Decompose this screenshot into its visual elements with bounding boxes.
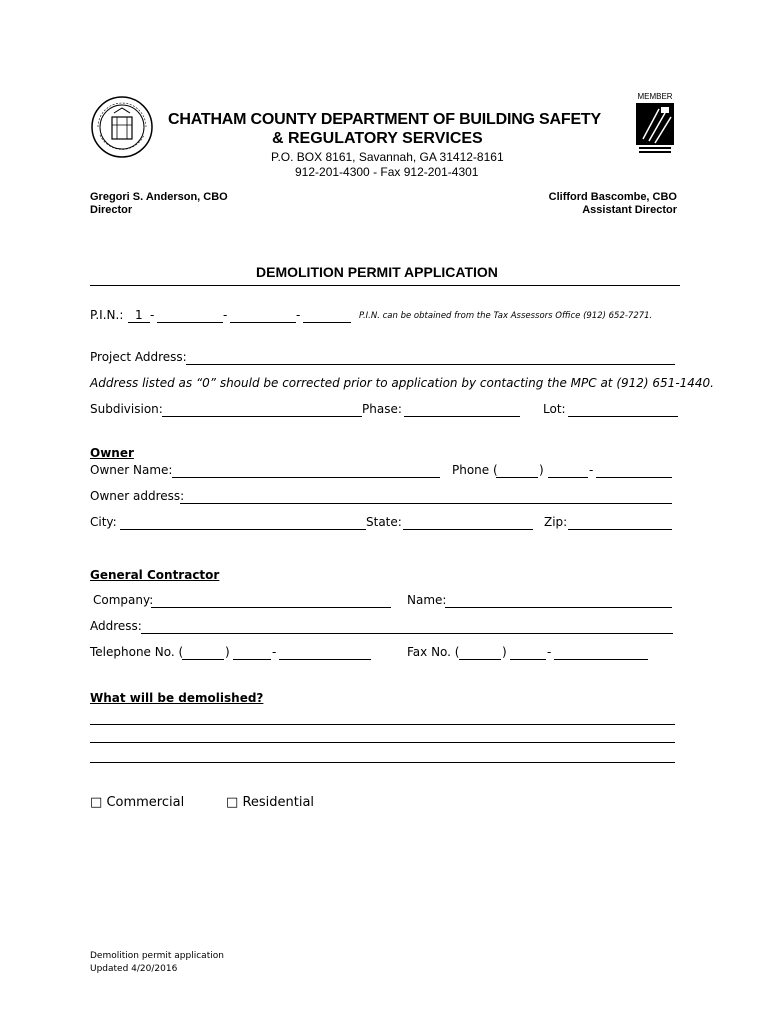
form-title: DEMOLITION PERMIT APPLICATION xyxy=(256,264,498,280)
fax-area-field[interactable] xyxy=(459,659,501,660)
demolish-heading: What will be demolished? xyxy=(90,691,264,705)
residential-checkbox[interactable]: □ xyxy=(226,795,239,810)
mailing-address: P.O. BOX 8161, Savannah, GA 31412-8161 xyxy=(271,150,504,164)
pin-label: P.I.N.: xyxy=(90,308,124,322)
icc-member-logo xyxy=(633,92,677,158)
contractor-address-label: Address: xyxy=(90,619,142,633)
lot-label: Lot: xyxy=(543,402,566,416)
county-seal-logo xyxy=(90,95,154,159)
phone-fax: 912-201-4300 - Fax 912-201-4301 xyxy=(295,165,479,179)
owner-heading: Owner xyxy=(90,446,134,460)
pin-field-2[interactable] xyxy=(157,322,223,323)
director-block xyxy=(90,191,228,217)
owner-name-label: Owner Name: xyxy=(90,463,173,477)
pin-field-3[interactable] xyxy=(230,322,296,323)
telephone-prefix-field[interactable] xyxy=(233,659,271,660)
owner-phone-line-field[interactable] xyxy=(596,477,672,478)
contractor-name-label: Name: xyxy=(407,593,447,607)
company-label: Company: xyxy=(93,593,154,607)
pin-field-1[interactable] xyxy=(128,322,150,323)
phase-label: Phase: xyxy=(362,402,402,416)
owner-phone-prefix-field[interactable] xyxy=(548,477,588,478)
residential-option[interactable] xyxy=(226,795,314,810)
pin-dash-1: - xyxy=(150,308,155,322)
owner-address-field[interactable] xyxy=(180,503,672,504)
zip-label: Zip: xyxy=(544,515,568,529)
commercial-option[interactable] xyxy=(90,795,184,810)
owner-address-label: Owner address: xyxy=(90,489,185,503)
icc-building-icon xyxy=(633,101,677,157)
contractor-name-field[interactable] xyxy=(445,607,672,608)
director-name: Gregori S. Anderson, CBO xyxy=(90,191,228,203)
department-title: CHATHAM COUNTY DEPARTMENT OF BUILDING SAFETY xyxy=(168,111,601,128)
fax-line-field[interactable] xyxy=(554,659,648,660)
state-field[interactable] xyxy=(403,529,533,530)
city-label: City: xyxy=(90,515,117,529)
pin-value: 1 xyxy=(135,308,143,322)
city-field[interactable] xyxy=(120,529,366,530)
phase-field[interactable] xyxy=(404,416,520,417)
fax-close: ) xyxy=(502,645,507,659)
owner-phone-close: ) xyxy=(539,463,544,477)
state-label: State: xyxy=(366,515,402,529)
lot-field[interactable] xyxy=(568,416,678,417)
pin-note: P.I.N. can be obtained from the Tax Assessors Office (912) 652-7271. xyxy=(359,311,653,321)
project-address-label: Project Address: xyxy=(90,350,187,364)
fax-prefix-field[interactable] xyxy=(510,659,546,660)
owner-name-field[interactable] xyxy=(172,477,440,478)
fax-dash: - xyxy=(547,645,552,659)
contractor-address-field[interactable] xyxy=(141,633,673,634)
commercial-checkbox[interactable]: □ xyxy=(90,795,103,810)
subdivision-field[interactable] xyxy=(162,416,362,417)
demolish-line-3[interactable] xyxy=(90,762,675,763)
member-label: MEMBER xyxy=(637,92,673,101)
owner-phone-label: Phone ( xyxy=(452,463,498,477)
demolish-line-1[interactable] xyxy=(90,724,675,725)
residential-label: Residential xyxy=(242,795,315,810)
assistant-director-title: Assistant Director xyxy=(582,204,677,216)
telephone-area-field[interactable] xyxy=(182,659,224,660)
assistant-director-block xyxy=(549,191,677,217)
contractor-heading: General Contractor xyxy=(90,568,220,582)
address-note: Address listed as “0” should be corrected prior to application by contacting the MPC at (912) 651-1440. xyxy=(90,376,714,390)
pin-field-4[interactable] xyxy=(303,322,351,323)
demolish-line-2[interactable] xyxy=(90,742,675,743)
title-divider xyxy=(90,285,680,286)
company-field[interactable] xyxy=(151,607,391,608)
footer-doc-name: Demolition permit application xyxy=(90,951,224,961)
subdivision-label: Subdivision: xyxy=(90,402,163,416)
commercial-label: Commercial xyxy=(106,795,185,810)
footer-updated-date: Updated 4/20/2016 xyxy=(90,964,178,974)
telephone-close: ) xyxy=(225,645,230,659)
director-title: Director xyxy=(90,204,133,216)
pin-dash-2: - xyxy=(223,308,228,322)
telephone-dash: - xyxy=(272,645,277,659)
assistant-director-name: Clifford Bascombe, CBO xyxy=(548,191,677,203)
pin-dash-3: - xyxy=(296,308,301,322)
telephone-label: Telephone No. ( xyxy=(90,645,184,659)
owner-phone-area-field[interactable] xyxy=(496,477,538,478)
footer xyxy=(90,950,224,976)
project-address-field[interactable] xyxy=(186,364,675,365)
zip-field[interactable] xyxy=(568,529,672,530)
owner-phone-dash: - xyxy=(589,463,594,477)
department-subtitle: & REGULATORY SERVICES xyxy=(272,130,483,147)
fax-label: Fax No. ( xyxy=(407,645,460,659)
telephone-line-field[interactable] xyxy=(279,659,371,660)
